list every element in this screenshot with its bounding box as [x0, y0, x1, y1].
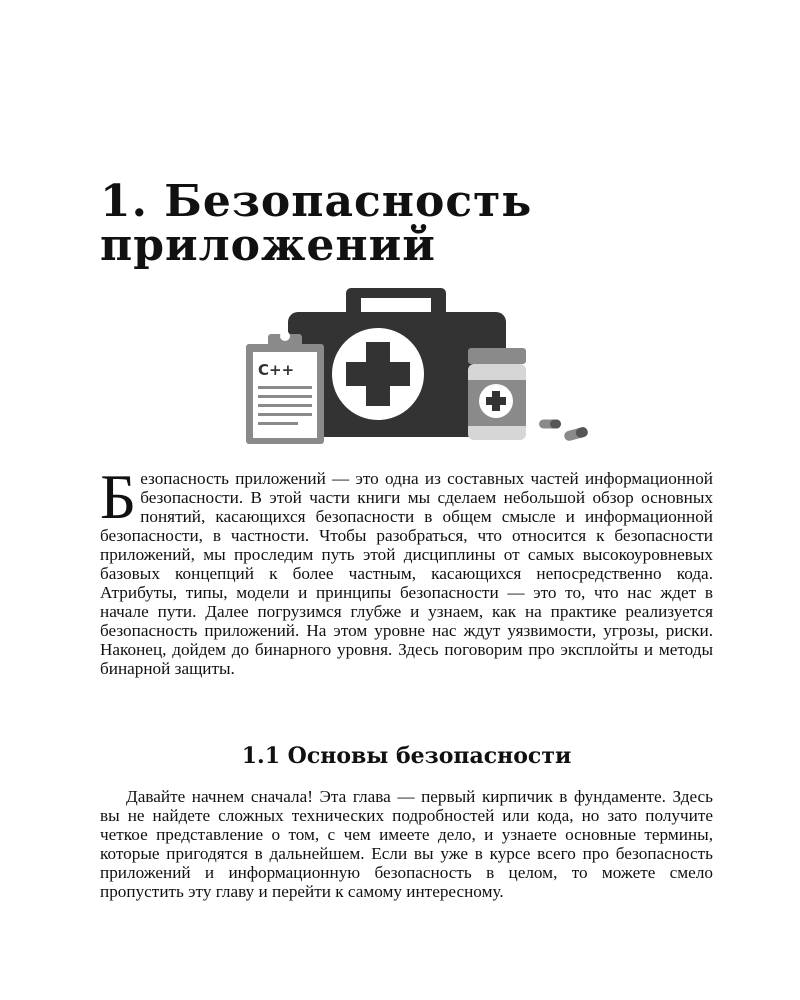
intro-paragraph — [100, 462, 713, 678]
pill-icon — [539, 420, 589, 442]
section-title: 1.1 Основы безопасности — [241, 743, 572, 769]
chapter-title-line-2: приложений — [100, 220, 436, 271]
clipboard-icon — [246, 331, 324, 444]
chapter-illustration — [240, 282, 590, 447]
chapter-title-line-1: 1. Безопасность — [100, 176, 533, 227]
intro-text: езопасность приложений — это одна из составных частей информационной безопасности. В этой части книги мы сделаем небольшой обзор основных понятий, касающихся безопасности в общем смысле и информационной безопасности, в частности. Чтобы разобраться, что относится к безопасности приложений, мы проследим путь этой дисциплины от самых высокоуровневых базовых концепций к более частным, касающихся непосредственно кода. Атрибуты, типы, модели и принципы безопасности — это то, что нас ждет в начале пути. Далее погрузимся глубже и узнаем, как на практике реализуется безопасность приложений. На этом уровне нас ждут уязвимости, угрозы, риски. Наконец, дойдем до бинарного уровня. Здесь поговорим про эксплойты и методы бинарной защиты. — [100, 469, 713, 678]
chapter-title — [100, 176, 700, 271]
clipboard-label: C++ — [258, 361, 295, 379]
medicine-bottle-icon — [468, 348, 526, 440]
drop-cap: Б — [100, 462, 137, 532]
section-paragraph: Давайте начнем сначала! Эта глава — первый кирпичик в фундаменте. Здесь вы не найдете сложных технических подробностей или кода, но зато получите четкое представление о том, с чем имеете дело, и узнаете основные термины, которые пригодятся в дальнейшем. Если вы уже в курсе всего про безопасность приложений и информационную безопасность в целом, то можете смело пропустить эту главу и перейти к самому интересному. — [100, 787, 713, 902]
